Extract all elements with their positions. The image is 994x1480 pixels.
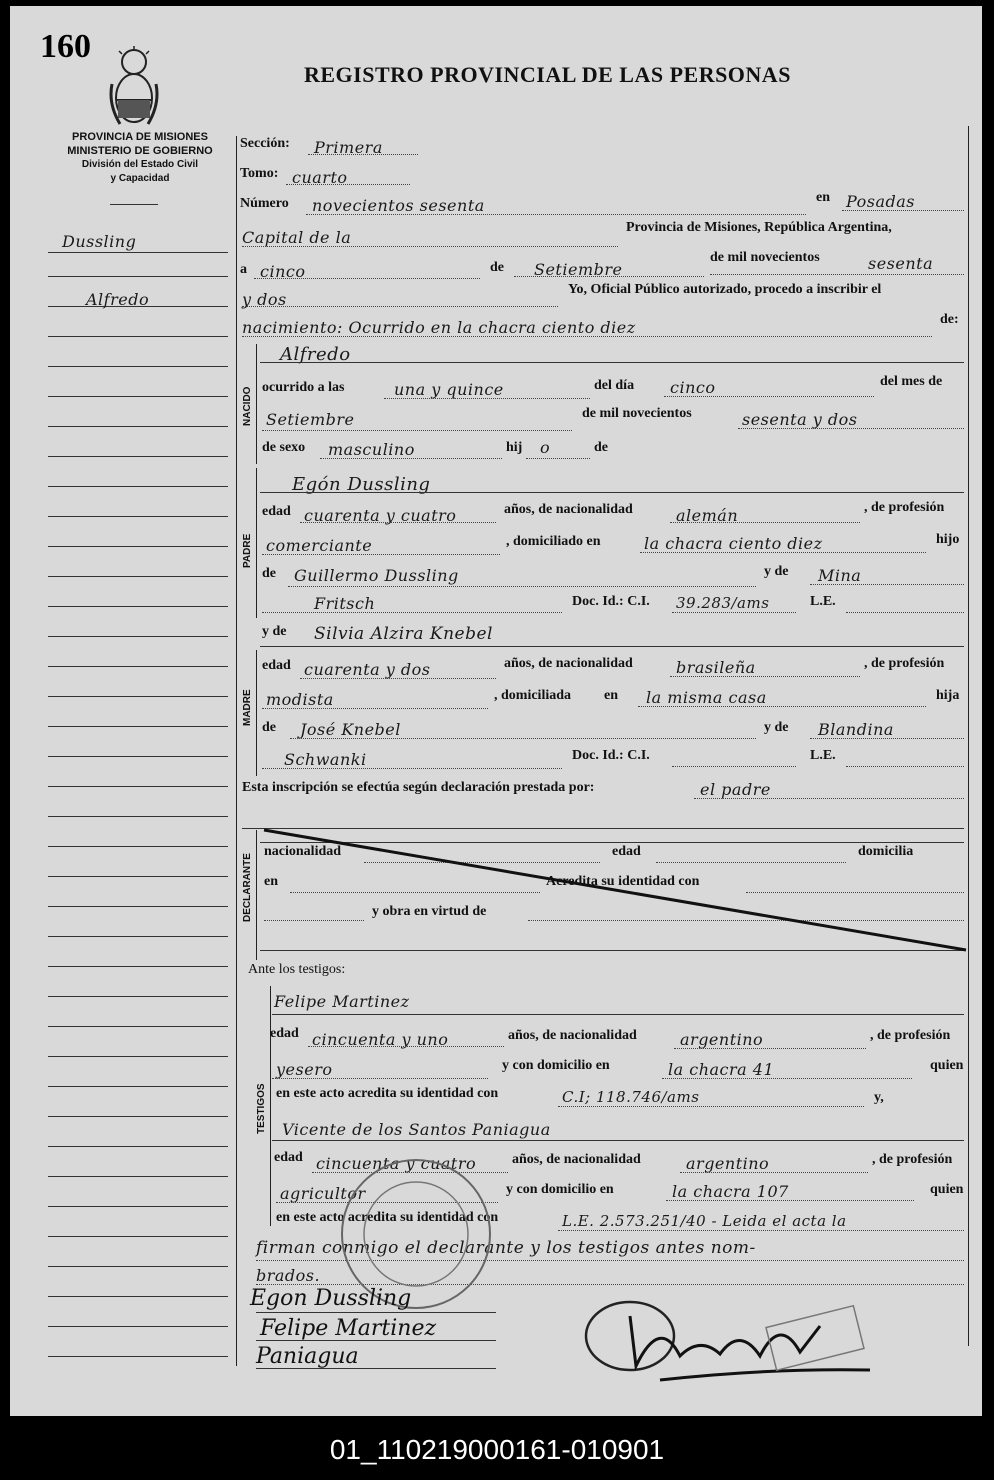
t2-edad-value: cincuenta y cuatro [316, 1154, 477, 1173]
hij-label: hij [506, 440, 523, 455]
office-division: División del Estado Civil [81, 159, 199, 170]
padre-prof-label: , de profesión [864, 500, 945, 515]
tomo-label: Tomo: [240, 166, 279, 181]
madre-anos-label: años, de nacionalidad [504, 656, 633, 671]
office-province: PROVINCIA DE MISIONES [72, 131, 208, 143]
t2-dom-value: la chacra 107 [672, 1182, 789, 1201]
t2-quien-label: quien [930, 1182, 964, 1197]
nacido-nombre: Alfredo [280, 344, 351, 365]
acto-value: nacimiento: Ocurrido en la chacra ciento diez [242, 318, 636, 337]
en-decl-label: en [264, 874, 278, 889]
lugar2-value: Capital de la [242, 228, 352, 247]
madre-yde2-label: y de [764, 720, 789, 735]
dia-nac-value: cinco [670, 378, 716, 397]
padre-padre-value: Guillermo Dussling [294, 566, 459, 585]
de-colon-label: de: [940, 312, 959, 327]
t1-nac-value: argentino [680, 1030, 764, 1049]
seccion-value: Primera [314, 138, 383, 157]
padre-prof-value: comerciante [266, 536, 373, 555]
t2-prof-label: , de profesión [872, 1152, 953, 1167]
office-ministry: MINISTERIO DE GOBIERNO [67, 145, 213, 157]
de-label: de [490, 260, 504, 275]
main-column-border [236, 136, 237, 1366]
acredita-label: Acredita su identidad con [546, 874, 700, 889]
anio1-value: sesenta [868, 254, 934, 273]
t2-dom-label: y con domicilio en [506, 1182, 614, 1197]
madre-yde-label: y de [262, 624, 287, 639]
sexo-value: masculino [328, 440, 415, 459]
signature-egon-dussling: Egon Dussling [250, 1286, 412, 1311]
padre-edad-value: cuarenta y cuatro [304, 506, 457, 525]
madre-nombre: Silvia Alzira Knebel [314, 624, 493, 644]
madre-madre1-value: Blandina [818, 720, 894, 739]
madre-dom-value: la misma casa [646, 688, 767, 707]
t1-prof-label: , de profesión [870, 1028, 951, 1043]
closing-line1: firman conmigo el declarante y los testigos antes nom- [256, 1238, 756, 1258]
madre-doc-label: Doc. Id.: C.I. [572, 748, 650, 763]
yo-label: Yo, Oficial Público autorizado, procedo a inscribir el [568, 282, 882, 297]
madre-en-label: en [604, 688, 618, 703]
edad-decl-label: edad [612, 844, 641, 859]
padre-yde-label: y de [764, 564, 789, 579]
madre-label: MADRE [242, 689, 253, 726]
t1-acto-label: en este acto acredita su identidad con [276, 1086, 499, 1101]
t2-nac-value: argentino [686, 1154, 770, 1173]
signature-felipe-martinez: Felipe Martinez [260, 1316, 437, 1341]
domicilia-label: domicilia [858, 844, 914, 859]
t2-prof-value: agricultor [280, 1184, 366, 1203]
padre-label: PADRE [242, 533, 253, 568]
madre-de-label: de [262, 720, 276, 735]
divider [110, 204, 158, 205]
right-border [968, 126, 969, 1346]
document-id-footer: 01_110219000161-010901 [329, 1434, 665, 1465]
madre-edad-value: cuarenta y dos [304, 660, 431, 679]
mes-nac-value: Setiembre [266, 410, 355, 429]
madre-le-label: L.E. [810, 748, 836, 763]
de-mil-label: de mil novecientos [710, 250, 820, 265]
de2-label: de [594, 440, 608, 455]
coat-of-arms-emblem [106, 44, 162, 132]
padre-ci-value: 39.283/ams [676, 594, 770, 612]
tomo-value: cuarto [292, 168, 348, 187]
page-number: 160 [40, 28, 91, 65]
hij-suffix: o [540, 438, 551, 457]
t1-edad-label: edad [270, 1026, 299, 1041]
padre-dom-value: la chacra ciento diez [644, 534, 823, 553]
testigos-label: TESTIGOS [256, 1083, 267, 1134]
madre-dom-label: , domiciliada [494, 688, 572, 703]
padre-dom-label: , domiciliado en [506, 534, 601, 549]
lugar1-value: Posadas [846, 192, 915, 211]
madre-nac-value: brasileña [676, 658, 756, 677]
declarante-value: el padre [700, 780, 771, 799]
anio2-value: y dos [242, 290, 287, 309]
ocurrido-label: ocurrido a las [262, 380, 345, 395]
mes-value: Setiembre [534, 260, 623, 279]
nacido-label: NACIDO [242, 386, 253, 426]
testigo1-nombre: Felipe Martinez [274, 992, 410, 1011]
office-block [50, 130, 230, 186]
hora-value: una y quince [394, 380, 504, 399]
padre-nombre: Egón Dussling [292, 474, 431, 495]
closing-line2: brados. [256, 1266, 321, 1285]
a-label: a [240, 262, 247, 277]
t1-dom-label: y con domicilio en [502, 1058, 610, 1073]
ante-testigos-label: Ante los testigos: [248, 962, 346, 977]
madre-padre-value: José Knebel [300, 720, 401, 739]
margin-surname: Dussling [62, 232, 137, 251]
nacionalidad-label: nacionalidad [264, 844, 342, 859]
declarante-label: DECLARANTE [242, 853, 253, 922]
office-capacity: y Capacidad [110, 173, 170, 184]
t1-anos-label: años, de nacionalidad [508, 1028, 637, 1043]
t1-dom-value: la chacra 41 [668, 1060, 775, 1079]
en-label: en [816, 190, 830, 205]
padre-madre1-value: Mina [818, 566, 862, 585]
anio-nac-value: sesenta y dos [742, 410, 858, 429]
registry-page [10, 6, 982, 1416]
t2-anos-label: años, de nacionalidad [512, 1152, 641, 1167]
official-signature [570, 1296, 890, 1396]
esta-inscripcion-label: Esta inscripción se efectúa según declaración prestada por: [242, 780, 595, 795]
margin-given-name: Alfredo [86, 290, 150, 309]
testigo2-nombre: Vicente de los Santos Paniagua [282, 1120, 551, 1139]
padre-edad-label: edad [262, 504, 291, 519]
padre-madre2-value: Fritsch [314, 594, 376, 613]
de-mil2-label: de mil novecientos [582, 406, 692, 421]
padre-anos-label: años, de nacionalidad [504, 502, 633, 517]
t1-edad-value: cincuenta y uno [312, 1030, 449, 1049]
t1-prof-value: yesero [276, 1060, 333, 1079]
padre-de-label: de [262, 566, 276, 581]
form-title: REGISTRO PROVINCIAL DE LAS PERSONAS [304, 62, 791, 87]
provincia-label: Provincia de Misiones, República Argentina, [626, 220, 892, 235]
madre-edad-label: edad [262, 658, 291, 673]
t2-id-value: L.E. 2.573.251/40 - Leida el acta la [562, 1212, 847, 1230]
madre-prof-value: modista [266, 690, 334, 709]
numero-label: Número [240, 196, 289, 211]
padre-doc-label: Doc. Id.: C.I. [572, 594, 650, 609]
del-dia-label: del día [594, 378, 635, 393]
cross-out-line [260, 826, 970, 956]
padre-le-label: L.E. [810, 594, 836, 609]
y-obra-label: y obra en virtud de [372, 904, 487, 919]
madre-prof-label: , de profesión [864, 656, 945, 671]
padre-hijo-label: hijo [936, 532, 960, 547]
t1-id-value: C.I; 118.746/ams [562, 1088, 700, 1106]
de-sexo-label: de sexo [262, 440, 306, 455]
madre-madre2-value: Schwanki [284, 750, 367, 769]
seccion-label: Sección: [240, 136, 290, 151]
dia-value: cinco [260, 262, 306, 281]
del-mes-label: del mes de [880, 374, 943, 389]
signature-paniagua: Paniagua [256, 1344, 359, 1369]
t1-quien-label: quien [930, 1058, 964, 1073]
padre-nac-value: alemán [676, 506, 739, 525]
t2-edad-label: edad [274, 1150, 303, 1165]
numero-value: novecientos sesenta [312, 196, 485, 215]
t1-y-label: y, [874, 1090, 884, 1105]
t2-acto-label: en este acto acredita su identidad con [276, 1210, 499, 1225]
madre-hija-label: hija [936, 688, 960, 703]
